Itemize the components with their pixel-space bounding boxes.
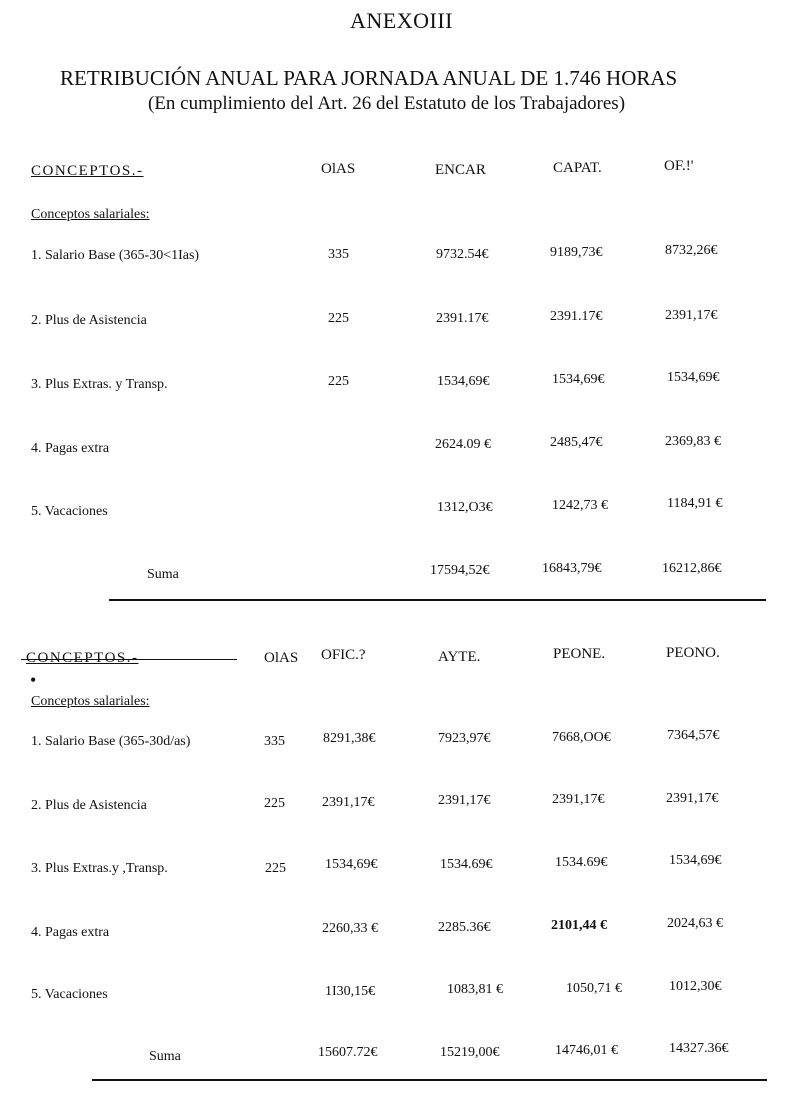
cell-value: 1534,69€ xyxy=(437,374,490,389)
cell-value: 8732,26€ xyxy=(665,243,718,258)
concepts-heading: CONCEPTOS.- xyxy=(31,163,144,179)
cell-value: 2391,17€ xyxy=(666,791,719,806)
row-days: 225 xyxy=(328,311,349,326)
sum-value: 16212,86€ xyxy=(662,561,722,576)
column-header-oficial: OFIC.? xyxy=(321,647,366,663)
column-header-oficial: OF.!' xyxy=(664,158,694,174)
stray-dot: • xyxy=(30,670,37,690)
cell-value: 2101,44 € xyxy=(551,918,607,933)
section-label: Conceptos salariales: xyxy=(31,207,150,222)
cell-value: 9189,73€ xyxy=(550,245,603,260)
sum-label: Suma xyxy=(149,1049,181,1064)
cell-value: 7668,OO€ xyxy=(552,730,611,745)
cell-value: 1534.69€ xyxy=(555,855,608,870)
column-header-peone: PEONE. xyxy=(553,646,606,662)
cell-value: 7364,57€ xyxy=(667,728,720,743)
cell-value: 1534,69€ xyxy=(552,372,605,387)
cell-value: 1312,O3€ xyxy=(437,500,493,515)
table-divider xyxy=(92,1079,767,1081)
cell-value: 8291,38€ xyxy=(323,731,376,746)
cell-value: 2391,17€ xyxy=(322,795,375,810)
cell-value: 7923,97€ xyxy=(438,731,491,746)
cell-value: 1534.69€ xyxy=(440,857,493,872)
row-label: 3. Plus Extras. y Transp. xyxy=(31,377,168,392)
cell-value: 1083,81 € xyxy=(447,982,503,997)
sum-value: 14746,01 € xyxy=(555,1043,618,1058)
column-header-peono: PEONO. xyxy=(666,645,720,661)
column-header-ayte: AYTE. xyxy=(438,649,481,665)
sum-value: 15607.72€ xyxy=(318,1045,378,1060)
row-label: 2. Plus de Asistencia xyxy=(31,798,147,813)
row-days: 335 xyxy=(264,734,285,749)
cell-value: 9732.54€ xyxy=(436,247,489,262)
days-column-header: OlAS xyxy=(321,161,356,177)
cell-value: 2391.17€ xyxy=(550,309,603,324)
sum-label: Suma xyxy=(147,567,179,582)
row-days: 225 xyxy=(264,796,285,811)
document-title: RETRIBUCIÓN ANUAL PARA JORNADA ANUAL DE 1.746 HORAS xyxy=(60,66,678,90)
cell-value: 2624.09 € xyxy=(435,437,491,452)
cell-value: 1I30,15€ xyxy=(325,984,376,999)
cell-value: 2369,83 € xyxy=(665,434,721,449)
annex-title: ANEXOIII xyxy=(350,8,453,33)
column-header-capat: CAPAT. xyxy=(553,160,602,176)
cell-value: 2485,47€ xyxy=(550,435,603,450)
column-header-encar: ENCAR xyxy=(435,162,486,178)
table-divider xyxy=(109,599,766,601)
row-label: 1. Salario Base (365-30d/as) xyxy=(31,734,191,749)
cell-value: 2260,33 € xyxy=(322,921,378,936)
cell-value: 1534,69€ xyxy=(667,370,720,385)
row-days: 335 xyxy=(328,247,349,262)
row-days: 225 xyxy=(328,374,349,389)
strikethrough-line xyxy=(21,659,237,660)
row-days: 225 xyxy=(265,861,286,876)
row-label: 4. Pagas extra xyxy=(31,441,110,456)
cell-value: 2024,63 € xyxy=(667,916,723,931)
cell-value: 2391,17€ xyxy=(552,792,605,807)
cell-value: 2285.36€ xyxy=(438,920,491,935)
sum-value: 15219,00€ xyxy=(440,1045,500,1060)
row-label: 4. Pagas extra xyxy=(31,925,110,940)
row-label: 3. Plus Extras.y ,Transp. xyxy=(31,861,168,876)
cell-value: 2391,17€ xyxy=(665,308,718,323)
row-label: 5. Vacaciones xyxy=(31,987,108,1002)
cell-value: 1242,73 € xyxy=(552,498,608,513)
cell-value: 1534,69€ xyxy=(669,853,722,868)
cell-value: 1534,69€ xyxy=(325,857,378,872)
cell-value: 1184,91 € xyxy=(667,496,723,511)
document-subtitle: (En cumplimiento del Art. 26 del Estatuto de los Trabajadores) xyxy=(148,93,626,114)
row-label: 5. Vacaciones xyxy=(31,504,108,519)
section-label: Conceptos salariales: xyxy=(31,694,150,709)
row-label: 1. Salario Base (365-30<1Ias) xyxy=(31,248,200,263)
row-label: 2. Plus de Asistencia xyxy=(31,313,147,328)
cell-value: 1050,71 € xyxy=(566,981,622,996)
sum-value: 17594,52€ xyxy=(430,563,490,578)
days-column-header: OlAS xyxy=(264,650,299,666)
sum-value: 14327.36€ xyxy=(669,1041,729,1056)
cell-value: 1012,30€ xyxy=(669,979,722,994)
cell-value: 2391,17€ xyxy=(438,793,491,808)
cell-value: 2391.17€ xyxy=(436,311,489,326)
concepts-heading: CONCEPTOS.- xyxy=(26,650,139,666)
sum-value: 16843,79€ xyxy=(542,561,602,576)
